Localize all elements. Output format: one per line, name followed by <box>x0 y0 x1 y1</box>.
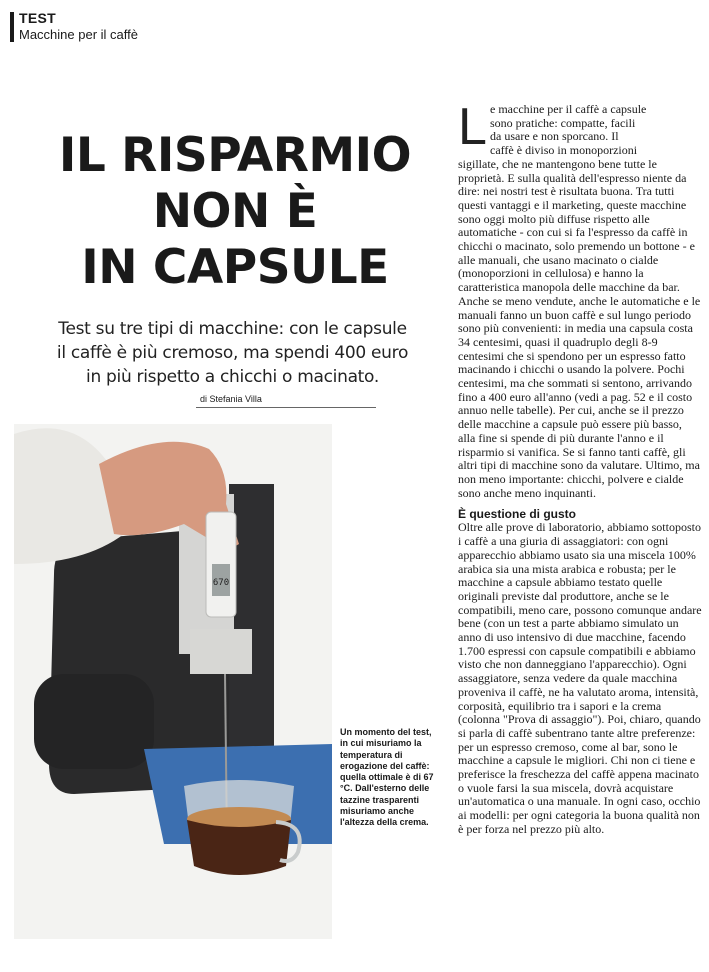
headline-line-1: IL RISPARMIO <box>58 128 412 183</box>
section-tag: TEST <box>19 10 56 26</box>
article-photo <box>14 424 332 939</box>
deck-line-2: il caffè è più cremoso, ma spendi 400 euro <box>56 343 409 363</box>
lede-line-2: sono pratiche: compatte, facili <box>490 115 636 130</box>
deck <box>40 317 425 389</box>
headline-line-3: IN CAPSULE <box>81 240 389 295</box>
byline: di Stefania Villa <box>200 394 262 404</box>
espresso-thermometer-illustration <box>14 424 332 939</box>
article-subhead: È questione di gusto <box>458 507 577 522</box>
lede-line-1: e macchine per il caffè a capsule <box>490 102 647 116</box>
photo-caption: Un momento del test, in cui misuriamo la temperatura di erogazione del caffè: quella ottimale è di 67 °C. Dall'esterno delle tazzine trasparenti misuriamo anche l'altezza della crema. <box>340 727 434 828</box>
deck-line-1: Test su tre tipi di macchine: con le capsule <box>58 319 407 339</box>
byline-rule <box>196 407 376 408</box>
lede-line-3: da usare e non sporcano. Il <box>490 129 619 144</box>
section-marker <box>10 12 14 42</box>
article-body <box>458 98 702 837</box>
lede-line-4: caffè è diviso in monoporzioni <box>490 143 638 158</box>
thermometer-readout: 670 <box>212 578 230 588</box>
article-paragraph-1 <box>458 98 702 500</box>
drop-cap: L <box>458 98 487 156</box>
headline-line-2: NON È <box>152 184 318 239</box>
headline <box>30 128 440 296</box>
deck-line-3: in più rispetto a chicchi o macinato. <box>86 367 379 387</box>
section-subtitle: Macchine per il caffè <box>19 27 138 42</box>
paragraph-1-body: sigillate, che ne mantengono bene tutte le proprietà. E sulla qualità dell'espresso niente da dire: nei nostri test è risultata buona. Tra tutti questi vantaggi e il marketing, queste macchine sono oggi molto più diffuse rispetto alle automatiche - con cui si fa l'espresso da caffè in chicchi o macinato, solo premendo un bottone - e alle manuali, che usano macinato o cialde (monoporzioni in cellulosa) e hanno la caratteristica manopola delle macchine da bar. Anche se meno vendute, anche le automatiche e le manuali fanno un buon caffè e sul lungo periodo sono più convenienti: in media una capsula costa 34 centesimi, quasi il quadruplo degli 8-9 centesimi che si spendono per un espresso fatto macinando i chicchi o usando la polvere. Pochi centesimi, ma che sommati si sentono, arrivando fino a 400 euro all'anno (vedi a pag. 52 e il costo annuo nelle tabelle). Per cui, anche se il prezzo delle macchine a capsule può essere più basso, alla fine si spende di più durante l'anno e il risparmio si vanifica. Se si fanno tanti caffè, gli altri tipi di macchine sono da valutare. Ultimo, ma non meno importante: chicchi, polvere e cialde sono anche meno inquinanti. <box>458 156 701 500</box>
espresso <box>187 820 291 875</box>
article-paragraph-2: Oltre alle prove di laboratorio, abbiamo sottoposto i caffè a una giuria di assaggiatori: con ogni apparecchio abbiamo usato sia una miscela 100% arabica sia una mista arabica e robusta; per le macchine a capsule abbiamo testato quelle originali previste dal produttore, anche se le compatibili, meno care, possono comunque andare bene (con un test a parte abbiamo simulato un anno di uso intensivo di due macchine, facendo 1.700 espressi con capsule compatibili e abbiamo visto che non danneggiano l'apparecchio). Ogni assaggiatore, senza vedere da quale macchina proveniva il caffè, ne ha valutato aroma, intensità, corposità, equilibrio tra i sapori e la crema (colonna "Prova di assaggio"). Poi, chiaro, quando si parla di caffè subentrano tante altre preferenze: per un espresso cremoso, come al bar, sono le macchine a capsule le migliori. Chi non ci tiene e preferisce la freschezza del caffè appena macinato o vuole farsi la sua miscela, dovrà acquistare un'automatica o una manuale. In ogni caso, occhio ai modelli: per ogni categoria la buona qualità non è per forza nel prezzo più alto. <box>458 520 702 836</box>
